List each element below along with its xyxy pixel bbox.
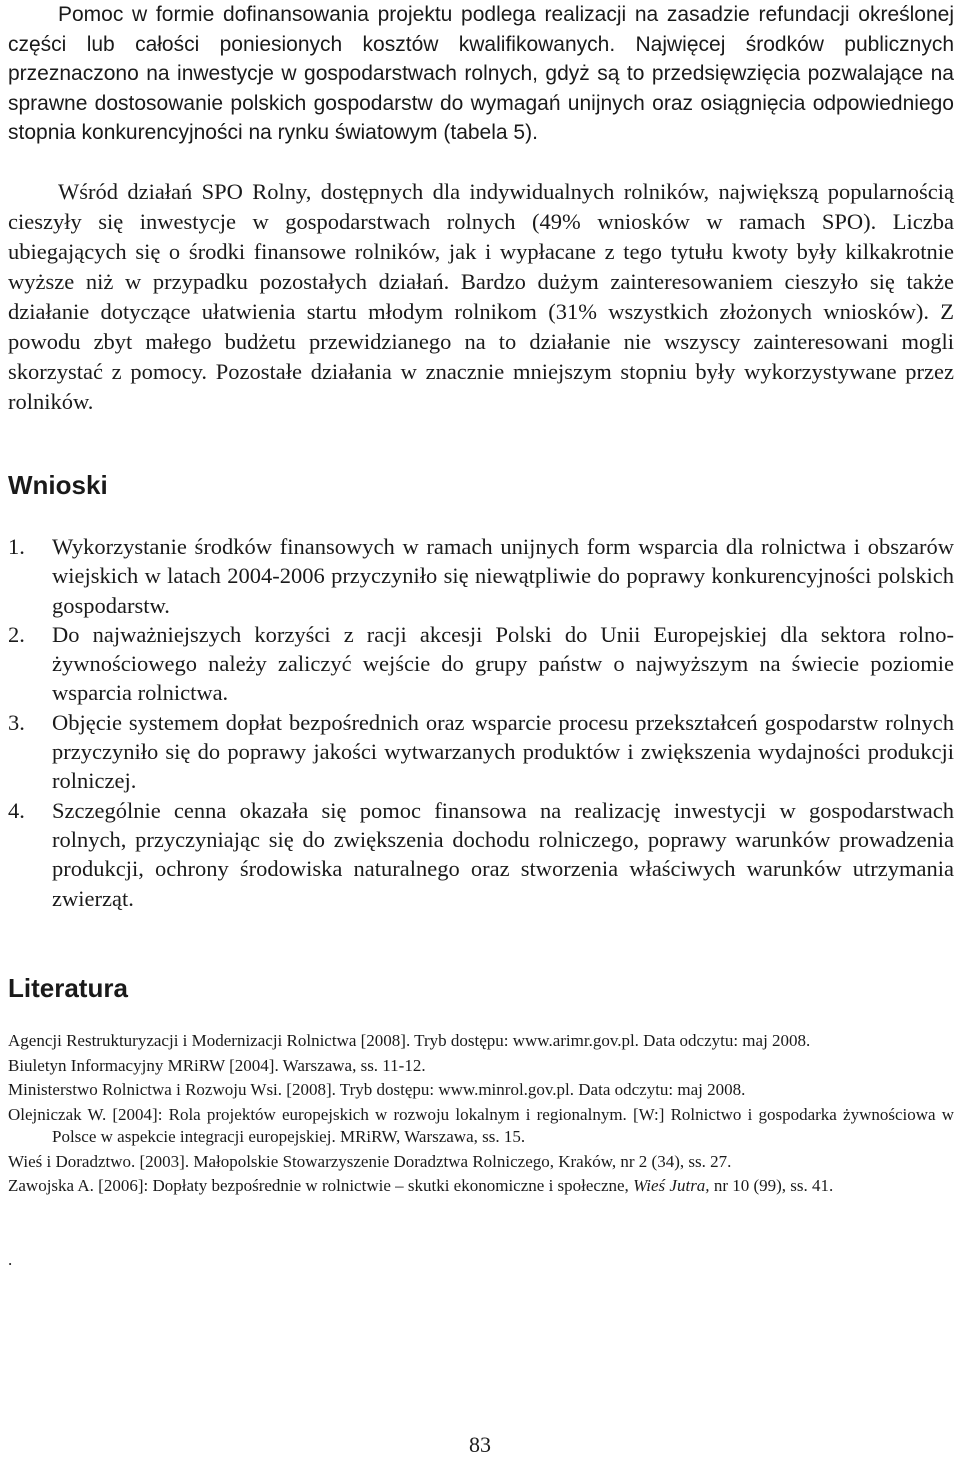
conclusion-item	[8, 532, 954, 620]
reference-text: Zawojska A. [2006]: Dopłaty bezpośrednie w rolnictwie – skutki ekonomiczne i społeczne,	[8, 1176, 634, 1195]
reference-item: Wieś i Doradztwo. [2003]. Małopolskie Stowarzyszenie Doradztwa Rolniczego, Kraków, nr 2 (34), ss. 27.	[8, 1151, 732, 1171]
conclusion-number: 1.	[8, 534, 25, 559]
reference-item	[8, 1175, 954, 1198]
conclusion-number: 4.	[8, 797, 25, 823]
reference-text: nr 10 (99), ss. 41.	[709, 1176, 834, 1195]
conclusion-item	[8, 708, 954, 796]
conclusion-number: 2.	[8, 621, 25, 647]
conclusion-item	[8, 620, 954, 708]
literature-heading: Literatura	[8, 973, 128, 1003]
conclusion-text: Wykorzystanie środków finansowych w ramach unijnych form wsparcia dla rolnictwa i obszarów wiejskich w latach 2004-2006 przyczyniło się niewątpliwie do poprawy konkurencyjności polskich gospodarstw.	[52, 534, 954, 618]
trailing-mark: .	[8, 1250, 13, 1269]
page-number: 83	[469, 1432, 491, 1457]
reference-item: Biuletyn Informacyjny MRiRW [2004]. Warszawa, ss. 11-12.	[8, 1055, 426, 1075]
conclusion-number: 3.	[8, 709, 25, 735]
intro-paragraph-block	[0, 0, 960, 148]
reference-item: Olejniczak W. [2004]: Rola projektów europejskich w rozwoju lokalnym i regionalnym. [W:] Rolnictwo i gospodarka żywnościowa w Polsce w aspekcie integracji europejskiej. MRiRW, Warszawa, ss. 15.	[8, 1104, 954, 1146]
reference-item: Agencji Restrukturyzacji i Modernizacji Rolnictwa [2008]. Tryb dostępu: www.arimr.gov.pl. Data odczytu: maj 2008.	[8, 1031, 811, 1050]
conclusions-list	[8, 532, 954, 913]
reference-journal-title: Wieś Jutra,	[633, 1176, 710, 1195]
paragraph-refunding: Pomoc w formie dofinansowania projektu podlega realizacji na zasadzie refundacji określonej części lub całości poniesionych kosztów kwalifikowanych. Najwięcej środków publicznych przeznaczono na inwestycje w gospodarstwach rolnych, gdyż są to przedsięwzięcia pozwalające na sprawne dostosowanie polskich gospodarstw do wymagań unijnych oraz osiągnięcia odpowiedniego stopnia konkurencyjności na rynku światowym (tabela 5).	[8, 3, 954, 144]
conclusion-text: Objęcie systemem dopłat bezpośrednich oraz wsparcie procesu przekształceń gospodarstw rolnych przyczyniło się do poprawy jakości wytwarzanych produktów i zwiększenia wydajności produkcji rolniczej.	[52, 709, 954, 794]
references-list	[8, 1030, 954, 1200]
conclusion-text: Do najważniejszych korzyści z racji akcesji Polski do Unii Europejskiej dla sektora rolno-żywnościowego należy zaliczyć wejście do grupy państw o najwyższym na świecie poziomie wsparcia rolnictwa.	[52, 621, 954, 706]
conclusion-text: Szczególnie cenna okazała się pomoc finansowa na realizację inwestycji w gospodarstwach rolnych, przyczyniając się do zwiększenia dochodu rolniczego, poprawy warunków prowadzenia produkcji, ochrony środowiska naturalnego oraz stworzenia właściwych warunków utrzymania zwierząt.	[52, 797, 954, 911]
paragraph-spo-rolny: Wśród działań SPO Rolny, dostępnych dla indywidualnych rolników, największą popularnością cieszyły się inwestycje w gospodarstwach rolnych (49% wniosków w ramach SPO). Liczba ubiegających się o środki finansowe rolników, jak i wypłacane z tego tytułu kwoty były kilkakrotnie wyższe niż w przypadku pozostałych działań. Bardzo dużym zainteresowaniem cieszyło się także działanie dotyczące ułatwienia startu młodym rolnikom (31% wszystkich złożonych wniosków). Z powodu zbyt małego budżetu przewidzianego na to działanie nie wszyscy zainteresowani mogli skorzystać z pomocy. Pozostałe działania w znacznie mniejszym stopniu były wykorzystywane przez rolników.	[8, 179, 954, 414]
conclusion-item	[8, 796, 954, 913]
reference-item: Ministerstwo Rolnictwa i Rozwoju Wsi. [2008]. Tryb dostępu: www.minrol.gov.pl. Data odczytu: maj 2008.	[8, 1080, 746, 1099]
conclusions-heading: Wnioski	[8, 470, 108, 500]
